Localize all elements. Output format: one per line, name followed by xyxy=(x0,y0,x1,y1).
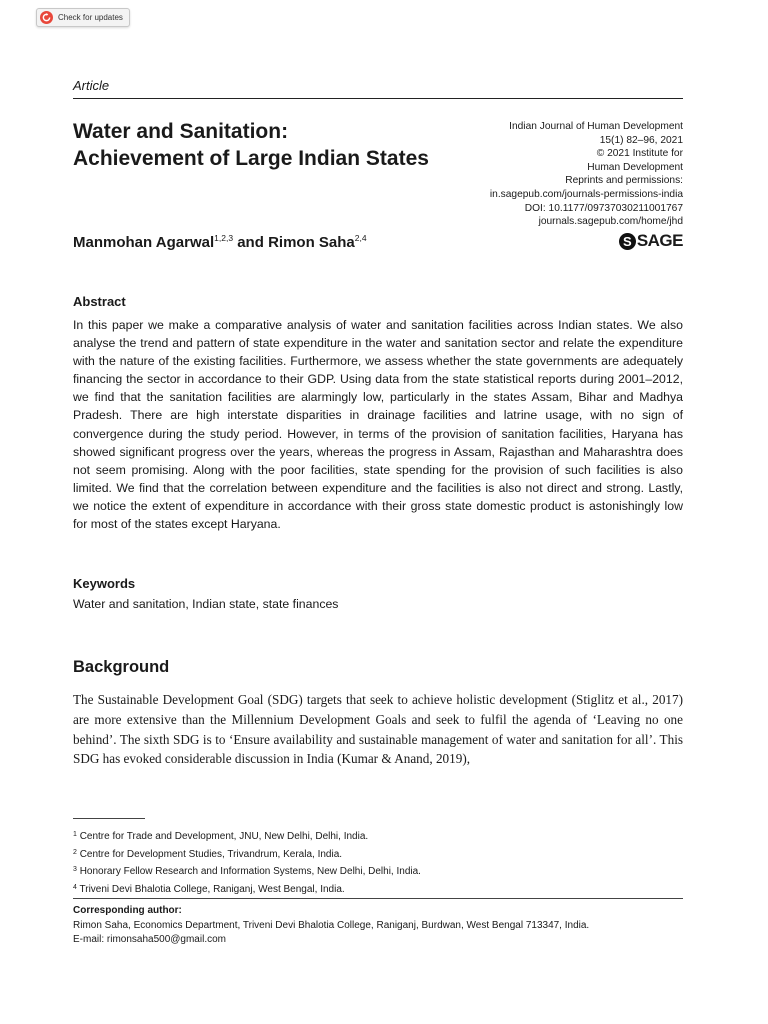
check-for-updates-button[interactable] xyxy=(36,8,130,27)
article-type-label: Article xyxy=(73,78,110,93)
header-rule xyxy=(73,98,683,99)
corresponding-address: Rimon Saha, Economics Department, Triveni Devi Bhalotia College, Raniganj, Burdwan, West Bengal 713347, India. xyxy=(73,919,590,931)
paper-title xyxy=(73,118,483,172)
journal-copyright-holder: Human Development xyxy=(587,161,683,173)
footnote-item xyxy=(73,845,421,863)
check-for-updates-label: Check for updates xyxy=(58,13,123,22)
sage-s-icon: S xyxy=(619,233,636,250)
author-conjunction: and xyxy=(233,234,269,251)
abstract-heading: Abstract xyxy=(73,294,126,309)
footnote-rule xyxy=(73,818,145,819)
doi-link[interactable]: DOI: 10.1177/09737030211001767 xyxy=(524,202,683,214)
paper-title-line-2: Achievement of Large Indian States xyxy=(73,147,429,170)
background-text: The Sustainable Development Goal (SDG) targets that seek to achieve holistic development (Stiglitz et al., 2017) are more extensive than the Millennium Development Goals and seek to fulfil the agenda of ‘Leaving no one behind’. The sixth SDG is to ‘Ensure availability and sustainable management of water and sanitation for all’. This SDG has evoked considerable discussion in India (Kumar & Anand, 2019), xyxy=(73,692,683,767)
journal-volume: 15(1) 82–96, 2021 xyxy=(599,134,683,146)
footnote-item xyxy=(73,880,421,898)
journal-copyright: © 2021 Institute for xyxy=(596,148,683,160)
author-name-2: Rimon Saha xyxy=(268,234,355,251)
permissions-link[interactable]: in.sagepub.com/journals-permissions-india xyxy=(489,188,683,200)
sage-logo xyxy=(619,231,683,251)
sage-wordmark: SAGE xyxy=(636,231,683,250)
abstract-text: In this paper we make a comparative analysis of water and sanitation facilities across Indian states. We also analyse the trend and pattern of state expenditure in the water and sanitation sector and relate the expenditure with the nature of the existing facilities. Furthermore, we assess whether the state governments are adequately financing the sector in accordance to their GDP. Using data from the state statistical reports during 2001–2012, we find that the sanitation facilities are alarmingly low, particularly in the states Assam, Bihar and Madhya Pradesh. There are high interstate disparities in drainage facilities and latrine usage, with no sign of convergence during the study period. However, in terms of the provision of sanitation facilities, Haryana has showed significant progress over the years, whereas the progress in Assam, Rajasthan and Maharashtra does not seem promising. Along with the poor facilities, state spending for the provision of such facilities is also limited. We find that the correlation between expenditure and the facilities is also not direct and strong. Lastly, we notice the extent of expenditure in accordance with their gross state domestic product is astonishingly low for most of the states except Haryana. xyxy=(73,318,683,532)
reprints-label: Reprints and permissions: xyxy=(565,175,683,187)
footnote-item xyxy=(73,827,421,845)
footnote-item xyxy=(73,862,421,880)
journal-homepage-link[interactable]: journals.sagepub.com/home/jhd xyxy=(538,216,683,228)
author-name-1: Manmohan Agarwal xyxy=(73,234,215,251)
footnote-text: Triveni Devi Bhalotia College, Raniganj, West Bengal, India. xyxy=(79,883,345,895)
footnote-text: Centre for Trade and Development, JNU, New Delhi, Delhi, India. xyxy=(79,831,369,842)
corresponding-email[interactable]: E-mail: rimonsaha500@gmail.com xyxy=(73,934,226,945)
author-affiliation-1: 1,2,3 xyxy=(214,233,234,243)
journal-metadata xyxy=(443,120,683,229)
refresh-icon xyxy=(40,11,53,24)
footnote-text: Honorary Fellow Research and Information Systems, New Delhi, Delhi, India. xyxy=(79,866,421,877)
corresponding-heading: Corresponding author: xyxy=(73,905,182,916)
footnote-mark: 4 xyxy=(73,883,77,891)
footnotes xyxy=(73,827,421,897)
background-heading: Background xyxy=(73,658,170,676)
corresponding-rule xyxy=(73,898,683,899)
footnote-mark: 3 xyxy=(73,866,77,873)
paper-title-line-1: Water and Sanitation: xyxy=(73,120,289,143)
corresponding-author xyxy=(73,904,589,948)
author-affiliation-2: 2,4 xyxy=(354,233,367,243)
footnote-mark: 1 xyxy=(73,831,77,838)
journal-name: Indian Journal of Human Development xyxy=(509,121,683,132)
keywords-heading: Keywords xyxy=(73,576,136,591)
keywords-text: Water and sanitation, Indian state, state finances xyxy=(73,597,339,611)
footnote-text: Centre for Development Studies, Trivandrum, Kerala, India. xyxy=(79,848,343,860)
footnote-mark: 2 xyxy=(73,848,77,856)
author-line xyxy=(73,233,367,251)
